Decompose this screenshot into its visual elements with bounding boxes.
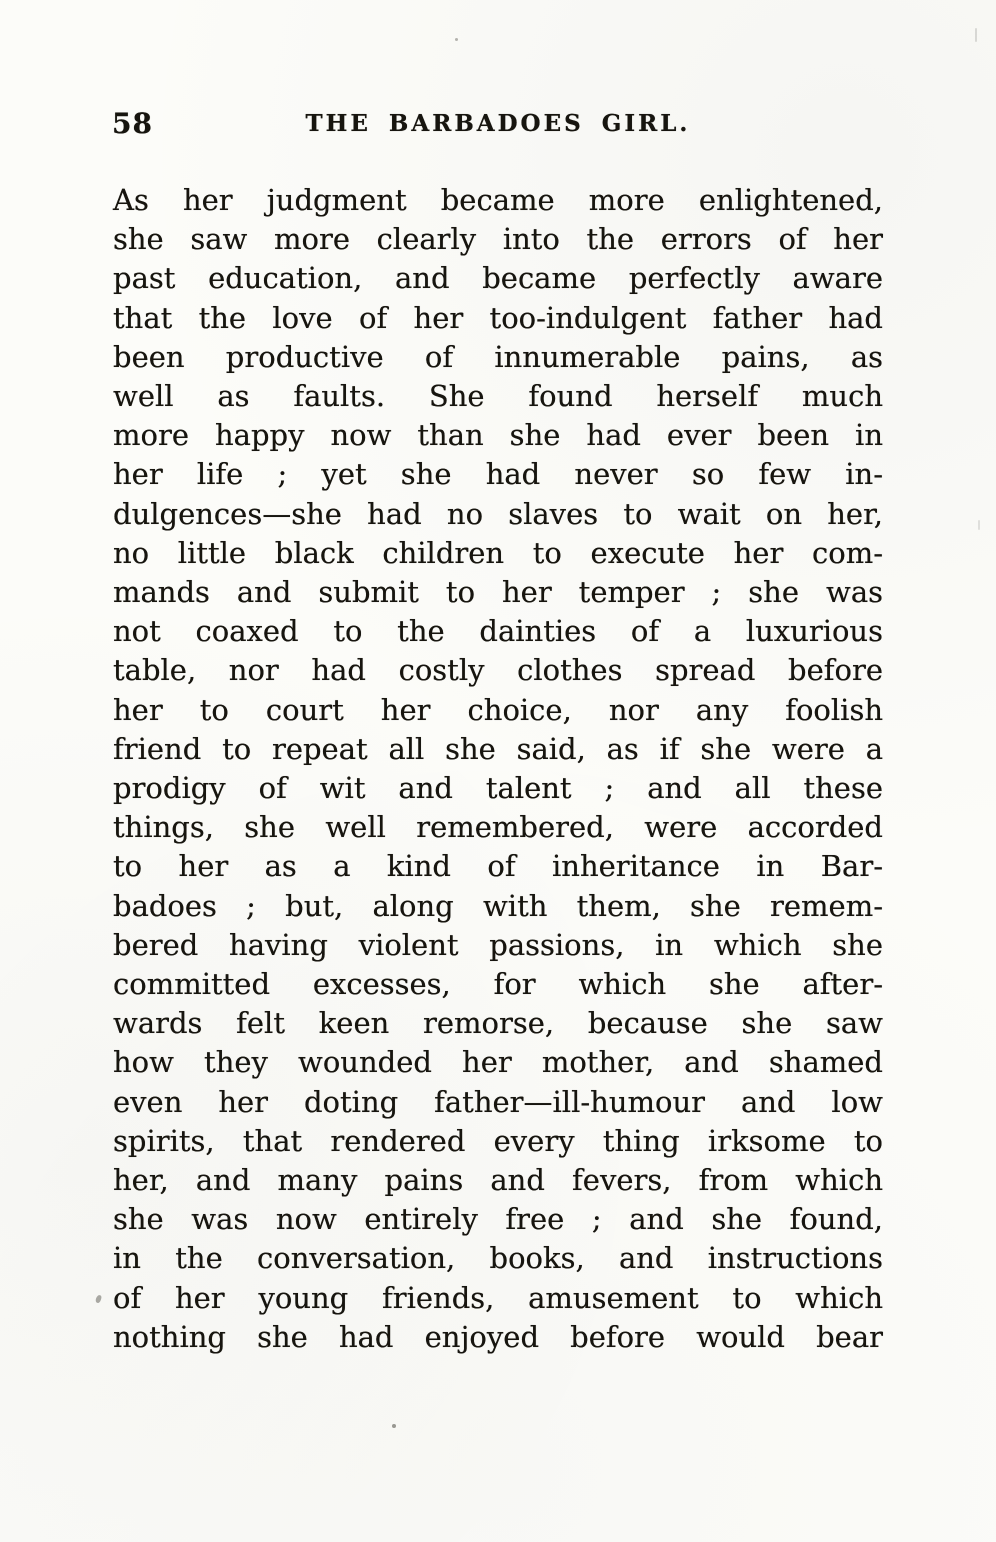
text-line: been productive of innumerable pains, as bbox=[113, 339, 883, 374]
text-line: more happy now than she had ever been in bbox=[113, 418, 883, 453]
text-line: committed excesses, for which she after- bbox=[113, 967, 883, 1002]
text-line: friend to repeat all she said, as if she were a bbox=[113, 731, 883, 766]
text-line: of her young friends, amusement to which bbox=[113, 1280, 883, 1315]
text-line: spirits, that rendered every thing irksome to bbox=[113, 1123, 883, 1158]
text-line: no little black children to execute her com- bbox=[113, 535, 883, 570]
text-line: her to court her choice, nor any foolish bbox=[113, 692, 883, 727]
text-line: even her doting father—ill-humour and low bbox=[113, 1084, 883, 1119]
text-line: nothing she had enjoyed before would bear bbox=[113, 1319, 883, 1354]
ink-speck bbox=[978, 520, 980, 530]
ink-speck bbox=[455, 38, 458, 41]
page-header bbox=[112, 106, 884, 146]
text-line: bered having violent passions, in which she bbox=[113, 927, 883, 962]
text-line: to her as a kind of inheritance in Bar- bbox=[113, 849, 883, 884]
text-line: her life ; yet she had never so few in- bbox=[113, 457, 883, 492]
text-line: As her judgment became more enlightened, bbox=[113, 183, 883, 217]
text-line: mands and submit to her temper ; she was bbox=[113, 575, 883, 610]
text-line: she was now entirely free ; and she found, bbox=[113, 1202, 883, 1237]
text-line: she saw more clearly into the errors of her bbox=[113, 222, 883, 257]
running-title: THE BARBADOES GIRL. bbox=[305, 110, 691, 137]
ink-speck bbox=[975, 28, 977, 42]
text-line: in the conversation, books, and instructions bbox=[113, 1241, 883, 1276]
body-text bbox=[113, 181, 883, 1357]
text-line: her, and many pains and fevers, from which bbox=[113, 1163, 883, 1198]
text-line: prodigy of wit and talent ; and all these bbox=[113, 771, 883, 806]
text-line: things, she well remembered, were accorded bbox=[113, 810, 883, 845]
ink-speck bbox=[95, 1294, 102, 1303]
text-line: that the love of her too-indulgent father had bbox=[113, 300, 883, 335]
ink-speck bbox=[392, 1424, 396, 1428]
text-line: dulgences—she had no slaves to wait on her, bbox=[113, 496, 883, 531]
text-line: well as faults. She found herself much bbox=[113, 379, 883, 414]
text-line: past education, and became perfectly aware bbox=[113, 261, 883, 296]
text-line: how they wounded her mother, and shamed bbox=[113, 1045, 883, 1080]
text-line: not coaxed to the dainties of a luxurious bbox=[113, 614, 883, 649]
page-number: 58 bbox=[112, 107, 153, 140]
text-line: badoes ; but, along with them, she remem- bbox=[113, 888, 883, 923]
text-line: wards felt keen remorse, because she saw bbox=[113, 1006, 883, 1041]
text-line: table, nor had costly clothes spread before bbox=[113, 653, 883, 688]
